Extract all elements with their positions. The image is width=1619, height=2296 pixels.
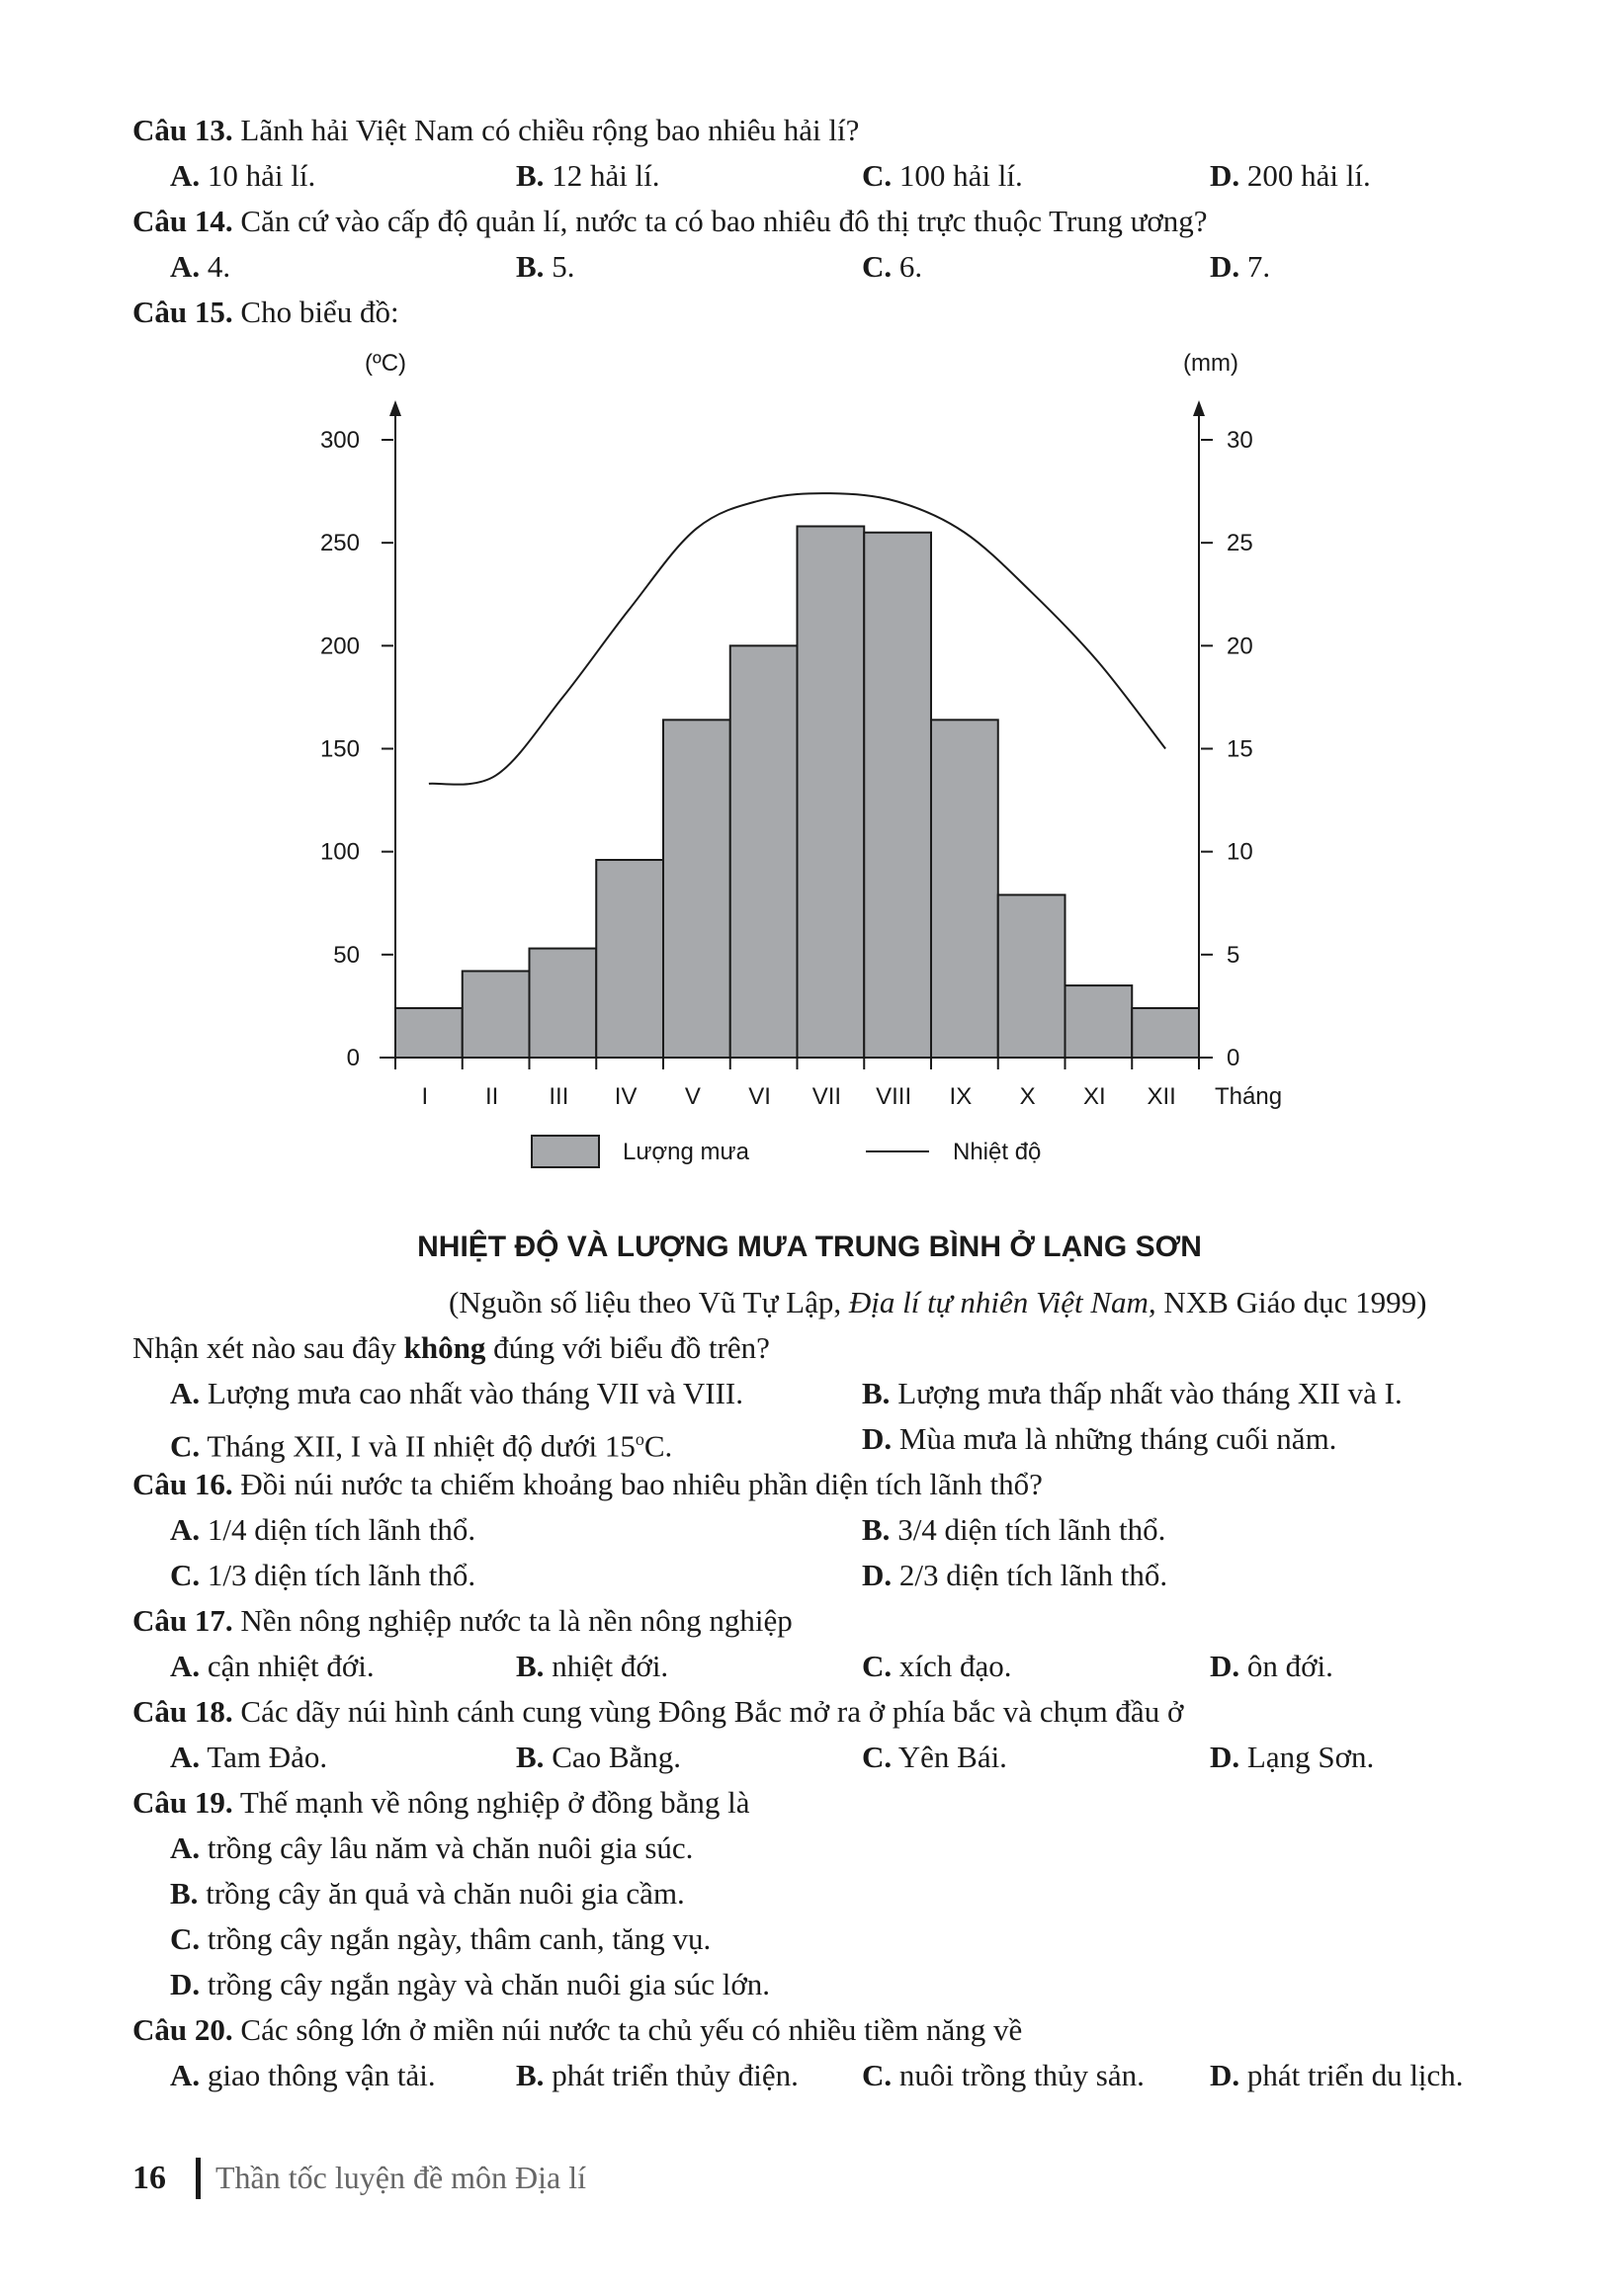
- chart-source: [449, 1283, 1426, 1322]
- question-18: [132, 1692, 1183, 1732]
- month-label: VII: [811, 1083, 842, 1110]
- option-a[interactable]: [170, 2056, 436, 2095]
- option-a[interactable]: [170, 1647, 375, 1686]
- month-label: VIII: [876, 1083, 912, 1110]
- option-text: Cao Bằng.: [544, 1740, 682, 1774]
- question-label: Câu 18.: [132, 1694, 233, 1729]
- question-text: Lãnh hải Việt Nam có chiều rộng bao nhiêu hải lí?: [232, 113, 860, 147]
- prompt-emphasis: không: [403, 1330, 486, 1365]
- right-tick-label: 15: [1227, 735, 1253, 763]
- option-text: 4.: [200, 249, 231, 284]
- option-text: trồng cây ngắn ngày và chăn nuôi gia súc lớn.: [200, 1967, 770, 2001]
- question-label: Câu 13.: [132, 113, 233, 147]
- option-key: B.: [862, 1512, 891, 1547]
- month-label: X: [1019, 1083, 1036, 1110]
- option-c[interactable]: [862, 1738, 1007, 1777]
- left-tick-label: 300: [319, 427, 360, 454]
- option-key: A.: [170, 1376, 201, 1410]
- question-15: [132, 293, 399, 332]
- chart-title: NHIỆT ĐỘ VÀ LƯỢNG MƯA TRUNG BÌNH Ở LẠNG SƠN: [417, 1231, 1202, 1263]
- option-key: B.: [516, 1649, 545, 1683]
- rainfall-bar: [864, 533, 931, 1058]
- prompt-text-end: đúng với biểu đồ trên?: [485, 1330, 770, 1365]
- option-text: 5.: [544, 249, 575, 284]
- footer-divider: [196, 2158, 201, 2199]
- option-text: Tháng XII, I và II nhiệt độ dưới 15: [200, 1428, 636, 1464]
- option-d[interactable]: [1210, 2056, 1464, 2095]
- option-a[interactable]: [170, 1510, 475, 1550]
- option-key: C.: [862, 249, 893, 284]
- option-text: 1/4 diện tích lãnh thổ.: [200, 1512, 476, 1547]
- option-key: D.: [862, 1558, 893, 1592]
- option-b[interactable]: [170, 1874, 685, 1913]
- right-tick-label: 30: [1227, 427, 1253, 454]
- option-text: 100 hải lí.: [892, 158, 1023, 193]
- rainfall-bar: [663, 720, 730, 1058]
- month-label: II: [484, 1083, 499, 1110]
- option-text: ôn đới.: [1239, 1649, 1333, 1683]
- option-b[interactable]: [862, 1374, 1403, 1413]
- option-text: 3/4 diện tích lãnh thổ.: [890, 1512, 1166, 1547]
- option-key: A.: [170, 158, 201, 193]
- rainfall-bar: [596, 860, 663, 1058]
- right-tick-label: 25: [1227, 530, 1253, 557]
- left-tick-label: 0: [346, 1045, 360, 1071]
- climate-chart-svg: [277, 341, 1344, 1201]
- option-key: B.: [170, 1876, 199, 1911]
- rainfall-bar: [1132, 1008, 1199, 1058]
- option-text: trồng cây ăn quả và chăn nuôi gia cầm.: [198, 1876, 685, 1911]
- option-d[interactable]: [1210, 156, 1371, 196]
- option-d[interactable]: [170, 1965, 770, 2004]
- right-tick-label: 5: [1227, 941, 1240, 969]
- option-b[interactable]: [516, 247, 574, 287]
- question-text: Các sông lớn ở miền núi nước ta chủ yếu có nhiều tiềm năng về: [232, 2012, 1023, 2047]
- option-key: D.: [170, 1967, 201, 2001]
- option-text: Lượng mưa cao nhất vào tháng VII và VIII.: [200, 1376, 743, 1410]
- option-text: Yên Bái.: [892, 1740, 1007, 1774]
- left-axis-arrow: [389, 400, 401, 416]
- question-label: Câu 19.: [132, 1785, 233, 1820]
- option-text: cận nhiệt đới.: [200, 1649, 375, 1683]
- option-text: trồng cây ngắn ngày, thâm canh, tăng vụ.: [200, 1921, 712, 1956]
- option-text: Tam Đảo.: [200, 1740, 328, 1774]
- question-text: Nền nông nghiệp nước ta là nền nông nghiệp: [232, 1603, 793, 1638]
- option-key: B.: [516, 2058, 545, 2092]
- x-axis-label: Tháng: [1215, 1083, 1283, 1110]
- month-label: IX: [949, 1083, 973, 1110]
- option-key: C.: [170, 1558, 201, 1592]
- option-text: 7.: [1239, 249, 1271, 284]
- rainfall-bar: [530, 949, 597, 1058]
- option-d[interactable]: [862, 1419, 1336, 1459]
- option-text-tail: C.: [643, 1428, 673, 1464]
- left-tick-label: 100: [319, 838, 360, 866]
- option-b[interactable]: [862, 1510, 1165, 1550]
- question-label: Câu 16.: [132, 1467, 233, 1501]
- option-text: Lượng mưa thấp nhất vào tháng XII và I.: [890, 1376, 1403, 1410]
- option-a[interactable]: [170, 1828, 693, 1868]
- source-book-title: Địa lí tự nhiên Việt Nam,: [848, 1285, 1156, 1319]
- page-number: 16: [132, 2160, 166, 2196]
- option-b[interactable]: [516, 1647, 668, 1686]
- left-tick-label: 200: [319, 633, 360, 660]
- legend-temperature-label: Nhiệt độ: [953, 1139, 1042, 1165]
- option-c[interactable]: [170, 1556, 475, 1595]
- prompt-text: Nhận xét nào sau đây: [132, 1330, 404, 1365]
- question-text: Thế mạnh về nông nghiệp ở đồng bằng là: [232, 1785, 750, 1820]
- question-label: Câu 17.: [132, 1603, 233, 1638]
- question-17: [132, 1601, 793, 1641]
- option-b[interactable]: [516, 1738, 681, 1777]
- option-a[interactable]: [170, 156, 315, 196]
- option-text: 12 hải lí.: [544, 158, 660, 193]
- question-label: Câu 15.: [132, 295, 233, 329]
- option-text: xích đạo.: [892, 1649, 1012, 1683]
- option-d[interactable]: [862, 1556, 1167, 1595]
- rainfall-bar: [395, 1008, 463, 1058]
- question-label: Câu 14.: [132, 204, 233, 238]
- option-a[interactable]: [170, 1374, 743, 1413]
- option-key: B.: [516, 249, 545, 284]
- left-tick-label: 50: [333, 941, 360, 969]
- right-axis-unit: (mm): [1183, 350, 1238, 377]
- question-16: [132, 1465, 1043, 1504]
- option-text: Lạng Sơn.: [1239, 1740, 1375, 1774]
- option-key: A.: [170, 1740, 201, 1774]
- option-c[interactable]: [170, 1419, 672, 1466]
- option-key: C.: [170, 1921, 201, 1956]
- rainfall-bar: [931, 720, 998, 1058]
- option-key: A.: [170, 2058, 201, 2092]
- option-key: B.: [516, 1740, 545, 1774]
- climate-chart: [277, 341, 1344, 1201]
- month-label: V: [684, 1083, 701, 1110]
- option-key: A.: [170, 1512, 201, 1547]
- option-c[interactable]: [170, 1919, 711, 1959]
- rainfall-bar: [798, 527, 865, 1059]
- option-key: D.: [1210, 249, 1240, 284]
- month-label: III: [549, 1083, 569, 1110]
- right-tick-label: 10: [1227, 838, 1253, 866]
- option-key: C.: [170, 1428, 201, 1464]
- option-a[interactable]: [170, 1738, 327, 1777]
- option-c[interactable]: [862, 1647, 1012, 1686]
- month-label: VI: [748, 1083, 771, 1110]
- option-text: 6.: [892, 249, 923, 284]
- option-text: giao thông vận tải.: [200, 2058, 436, 2092]
- option-b[interactable]: [516, 2056, 799, 2095]
- option-key: C.: [862, 158, 893, 193]
- option-key: B.: [516, 158, 545, 193]
- option-b[interactable]: [516, 156, 660, 196]
- rainfall-bar: [998, 894, 1065, 1058]
- right-tick-label: 0: [1227, 1045, 1240, 1071]
- option-text: 10 hải lí.: [200, 158, 316, 193]
- legend-rainfall-label: Lượng mưa: [623, 1139, 749, 1165]
- option-key: B.: [862, 1376, 891, 1410]
- option-text: nuôi trồng thủy sản.: [892, 2058, 1145, 2092]
- option-key: D.: [1210, 1649, 1240, 1683]
- option-d[interactable]: [1210, 1738, 1374, 1777]
- option-text: 200 hải lí.: [1239, 158, 1371, 193]
- question-20: [132, 2010, 1022, 2050]
- option-key: D.: [1210, 1740, 1240, 1774]
- option-c[interactable]: [862, 156, 1023, 196]
- question-label: Câu 20.: [132, 2012, 233, 2047]
- question-13: [132, 111, 859, 150]
- question-text: Đồi núi nước ta chiếm khoảng bao nhiêu phần diện tích lãnh thổ?: [232, 1467, 1043, 1501]
- option-key: D.: [1210, 2058, 1240, 2092]
- option-text: 2/3 diện tích lãnh thổ.: [892, 1558, 1168, 1592]
- option-key: C.: [862, 1649, 893, 1683]
- rainfall-bar: [463, 972, 530, 1059]
- source-text: (Nguồn số liệu theo Vũ Tự Lập,: [449, 1285, 849, 1319]
- option-text: nhiệt đới.: [544, 1649, 669, 1683]
- question-text: Cho biểu đồ:: [232, 295, 399, 329]
- option-key: C.: [862, 1740, 893, 1774]
- rainfall-bar: [730, 645, 798, 1058]
- option-text: phát triển du lịch.: [1239, 2058, 1464, 2092]
- month-label: IV: [614, 1083, 638, 1110]
- book-title: Thần tốc luyện đề môn Địa lí: [215, 2160, 587, 2195]
- rainfall-bar: [1065, 985, 1133, 1058]
- question-19: [132, 1783, 750, 1823]
- question-15-prompt: [132, 1328, 770, 1368]
- option-text: 1/3 diện tích lãnh thổ.: [200, 1558, 476, 1592]
- option-text: phát triển thủy điện.: [544, 2058, 799, 2092]
- option-key: C.: [862, 2058, 893, 2092]
- left-tick-label: 150: [319, 735, 360, 763]
- option-text: trồng cây lâu năm và chăn nuôi gia súc.: [200, 1830, 694, 1865]
- source-publisher: NXB Giáo dục 1999): [1155, 1285, 1427, 1319]
- option-c[interactable]: [862, 247, 922, 287]
- legend-rainfall-swatch: [532, 1136, 599, 1167]
- month-label: XII: [1147, 1083, 1176, 1110]
- right-axis-arrow: [1193, 400, 1205, 416]
- degree-sup: o: [635, 1429, 644, 1449]
- left-tick-label: 250: [319, 530, 360, 557]
- option-key: A.: [170, 1649, 201, 1683]
- option-key: A.: [170, 1830, 201, 1865]
- month-label: I: [421, 1083, 429, 1110]
- option-key: D.: [1210, 158, 1240, 193]
- question-14: [132, 202, 1208, 241]
- left-axis-unit: (ºC): [364, 350, 407, 377]
- question-text: Các dãy núi hình cánh cung vùng Đông Bắc mở ra ở phía bắc và chụm đầu ở: [232, 1694, 1184, 1729]
- option-d[interactable]: [1210, 247, 1270, 287]
- question-text: Căn cứ vào cấp độ quản lí, nước ta có bao nhiêu đô thị trực thuộc Trung ương?: [232, 204, 1208, 238]
- option-key: A.: [170, 249, 201, 284]
- option-d[interactable]: [1210, 1647, 1333, 1686]
- month-label: XI: [1083, 1083, 1106, 1110]
- option-key: D.: [862, 1421, 893, 1456]
- option-a[interactable]: [170, 247, 230, 287]
- right-tick-label: 20: [1227, 633, 1253, 660]
- option-text: Mùa mưa là những tháng cuối năm.: [892, 1421, 1337, 1456]
- option-c[interactable]: [862, 2056, 1145, 2095]
